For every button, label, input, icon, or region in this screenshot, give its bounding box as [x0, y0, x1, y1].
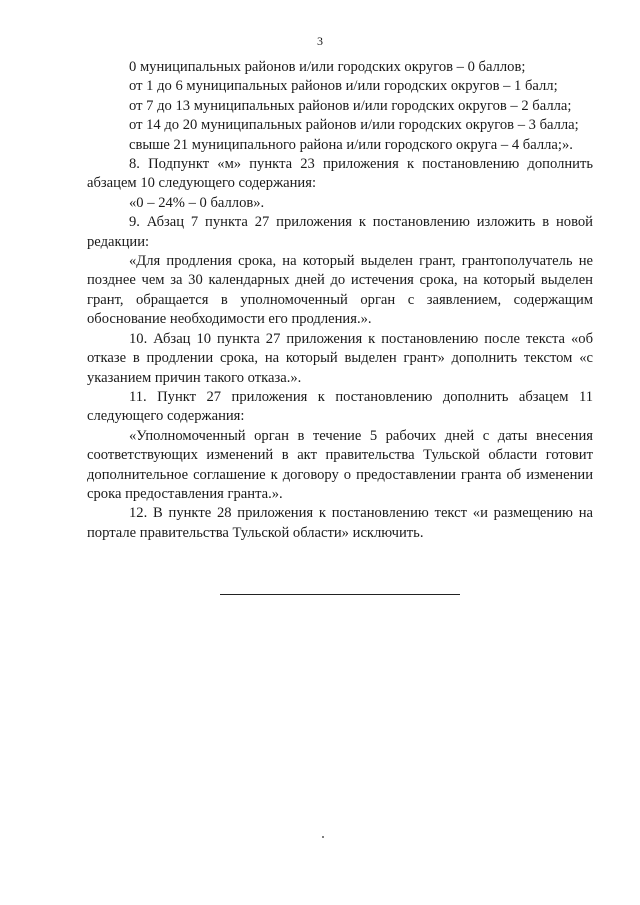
paragraph: от 1 до 6 муниципальных районов и/или городских округов – 1 балл; [129, 78, 558, 95]
paragraph: «Уполномоченный орган в течение 5 рабочих дней с даты внесения соответствующих изменений в акт правительства Тульской области готовит дополнительное соглашение к договору о предоставлении гранта об изменении срока предоставления гранта.». [87, 427, 593, 502]
paragraph: 0 муниципальных районов и/или городских округов – 0 баллов; [129, 59, 526, 75]
paragraph: от 14 до 20 муниципальных районов и/или городских округов – 3 балла; [129, 117, 579, 134]
paragraph: 9. Абзац 7 пункта 27 приложения к постановлению изложить в новой редакции: [87, 214, 593, 250]
paragraph: от 7 до 13 муниципальных районов и/или городских округов – 2 балла; [129, 97, 572, 114]
paragraph: свыше 21 муниципального района и/или городского округа – 4 балла;». [129, 136, 573, 153]
paragraph: 11. Пункт 27 приложения к постановлению дополнить абзацем 11 следующего содержания: [87, 388, 593, 425]
end-rule [220, 594, 460, 595]
paragraph: «0 – 24% – 0 баллов». [129, 194, 265, 211]
paragraph: «Для продления срока, на который выделен грант, грантополучатель не позднее чем за 30 календарных дней до истечения срока, на который выделен грант, обращается в уполномоченный орган с заявлением, содержащим обоснование необходимости его продления.». [87, 253, 593, 328]
document-body [87, 58, 593, 543]
paragraph: 12. В пункте 28 приложения к постановлению текст «и размещению на портале правительства Тульской области» исключить. [87, 505, 593, 541]
page-number: 3 [317, 34, 323, 48]
scan-speck [322, 836, 324, 838]
paragraph: 8. Подпункт «м» пункта 23 приложения к постановлению дополнить абзацем 10 следующего содержания: [87, 156, 593, 192]
paragraph: 10. Абзац 10 пункта 27 приложения к постановлению после текста «об отказе в продлении срока, на который выделен грант» дополнить текстом «с указанием причин такого отказа.». [87, 330, 593, 386]
